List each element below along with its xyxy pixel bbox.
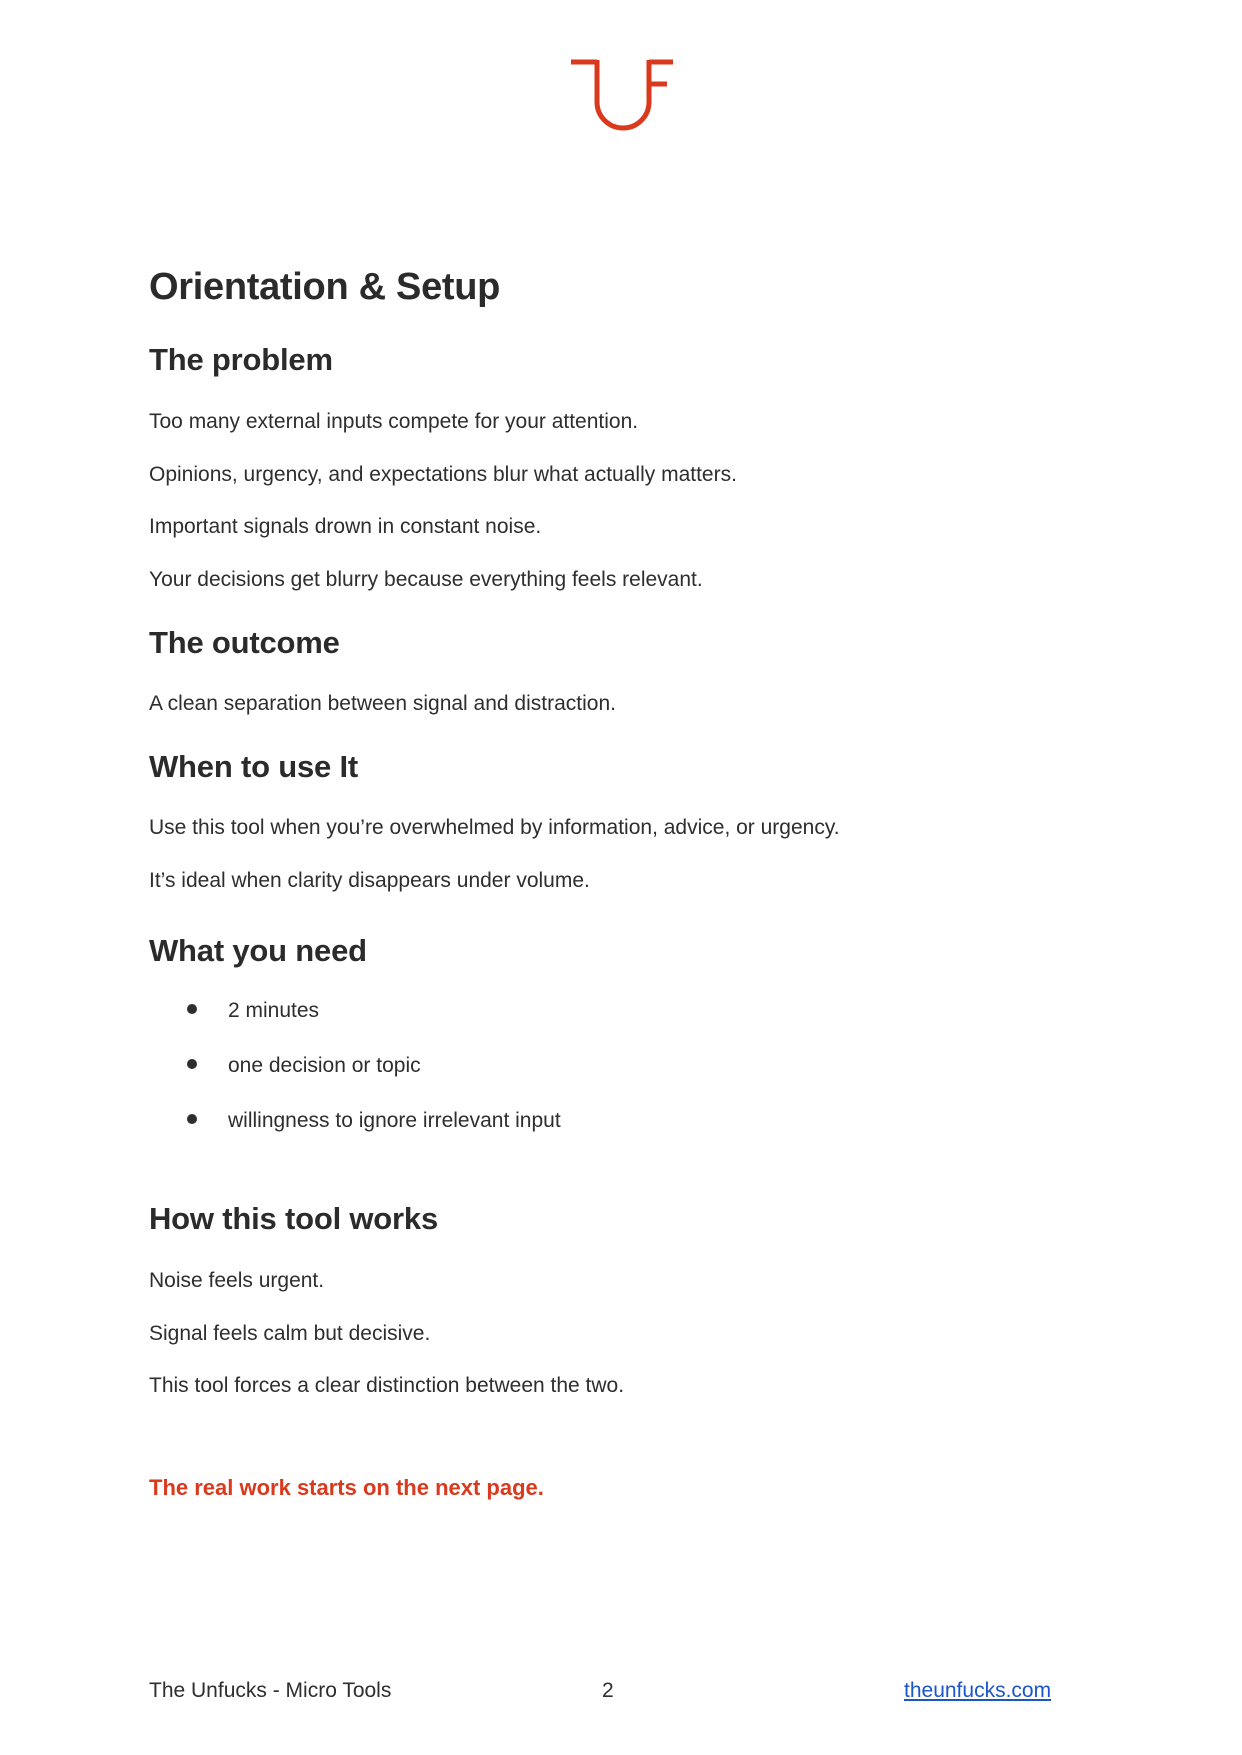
list-item bbox=[187, 1054, 421, 1078]
problem-paragraph: Important signals drown in constant noise. bbox=[149, 515, 542, 538]
how-paragraph: This tool forces a clear distinction between the two. bbox=[149, 1374, 625, 1397]
bullet-icon bbox=[187, 1059, 197, 1069]
footer-page-number: 2 bbox=[602, 1679, 614, 1702]
when-paragraph: Use this tool when you’re overwhelmed by information, advice, or urgency. bbox=[149, 816, 840, 839]
list-item-text: willingness to ignore irrelevant input bbox=[228, 1109, 561, 1132]
section-heading-when: When to use It bbox=[149, 749, 359, 784]
list-item-text: 2 minutes bbox=[228, 999, 320, 1022]
page-title: Orientation & Setup bbox=[149, 266, 501, 308]
next-page-callout: The real work starts on the next page. bbox=[149, 1475, 544, 1500]
problem-paragraph: Your decisions get blurry because everything feels relevant. bbox=[149, 568, 703, 591]
outcome-paragraph: A clean separation between signal and distraction. bbox=[149, 692, 616, 715]
section-heading-outcome: The outcome bbox=[149, 625, 340, 660]
footer-website-link[interactable]: theunfucks.com bbox=[904, 1679, 1052, 1702]
section-heading-need: What you need bbox=[149, 933, 367, 968]
uf-logo bbox=[571, 58, 675, 132]
section-heading-problem: The problem bbox=[149, 342, 333, 377]
bullet-icon bbox=[187, 1004, 197, 1014]
problem-paragraph: Too many external inputs compete for your attention. bbox=[149, 410, 639, 433]
footer-left-text: The Unfucks - Micro Tools bbox=[149, 1679, 392, 1702]
bullet-icon bbox=[187, 1114, 197, 1124]
list-item-text: one decision or topic bbox=[228, 1054, 421, 1077]
list-item bbox=[187, 1109, 561, 1133]
when-paragraph: It’s ideal when clarity disappears under volume. bbox=[149, 869, 590, 892]
list-item bbox=[187, 999, 319, 1023]
how-paragraph: Signal feels calm but decisive. bbox=[149, 1322, 431, 1345]
problem-paragraph: Opinions, urgency, and expectations blur what actually matters. bbox=[149, 463, 737, 486]
section-heading-how: How this tool works bbox=[149, 1201, 438, 1236]
how-paragraph: Noise feels urgent. bbox=[149, 1269, 325, 1292]
